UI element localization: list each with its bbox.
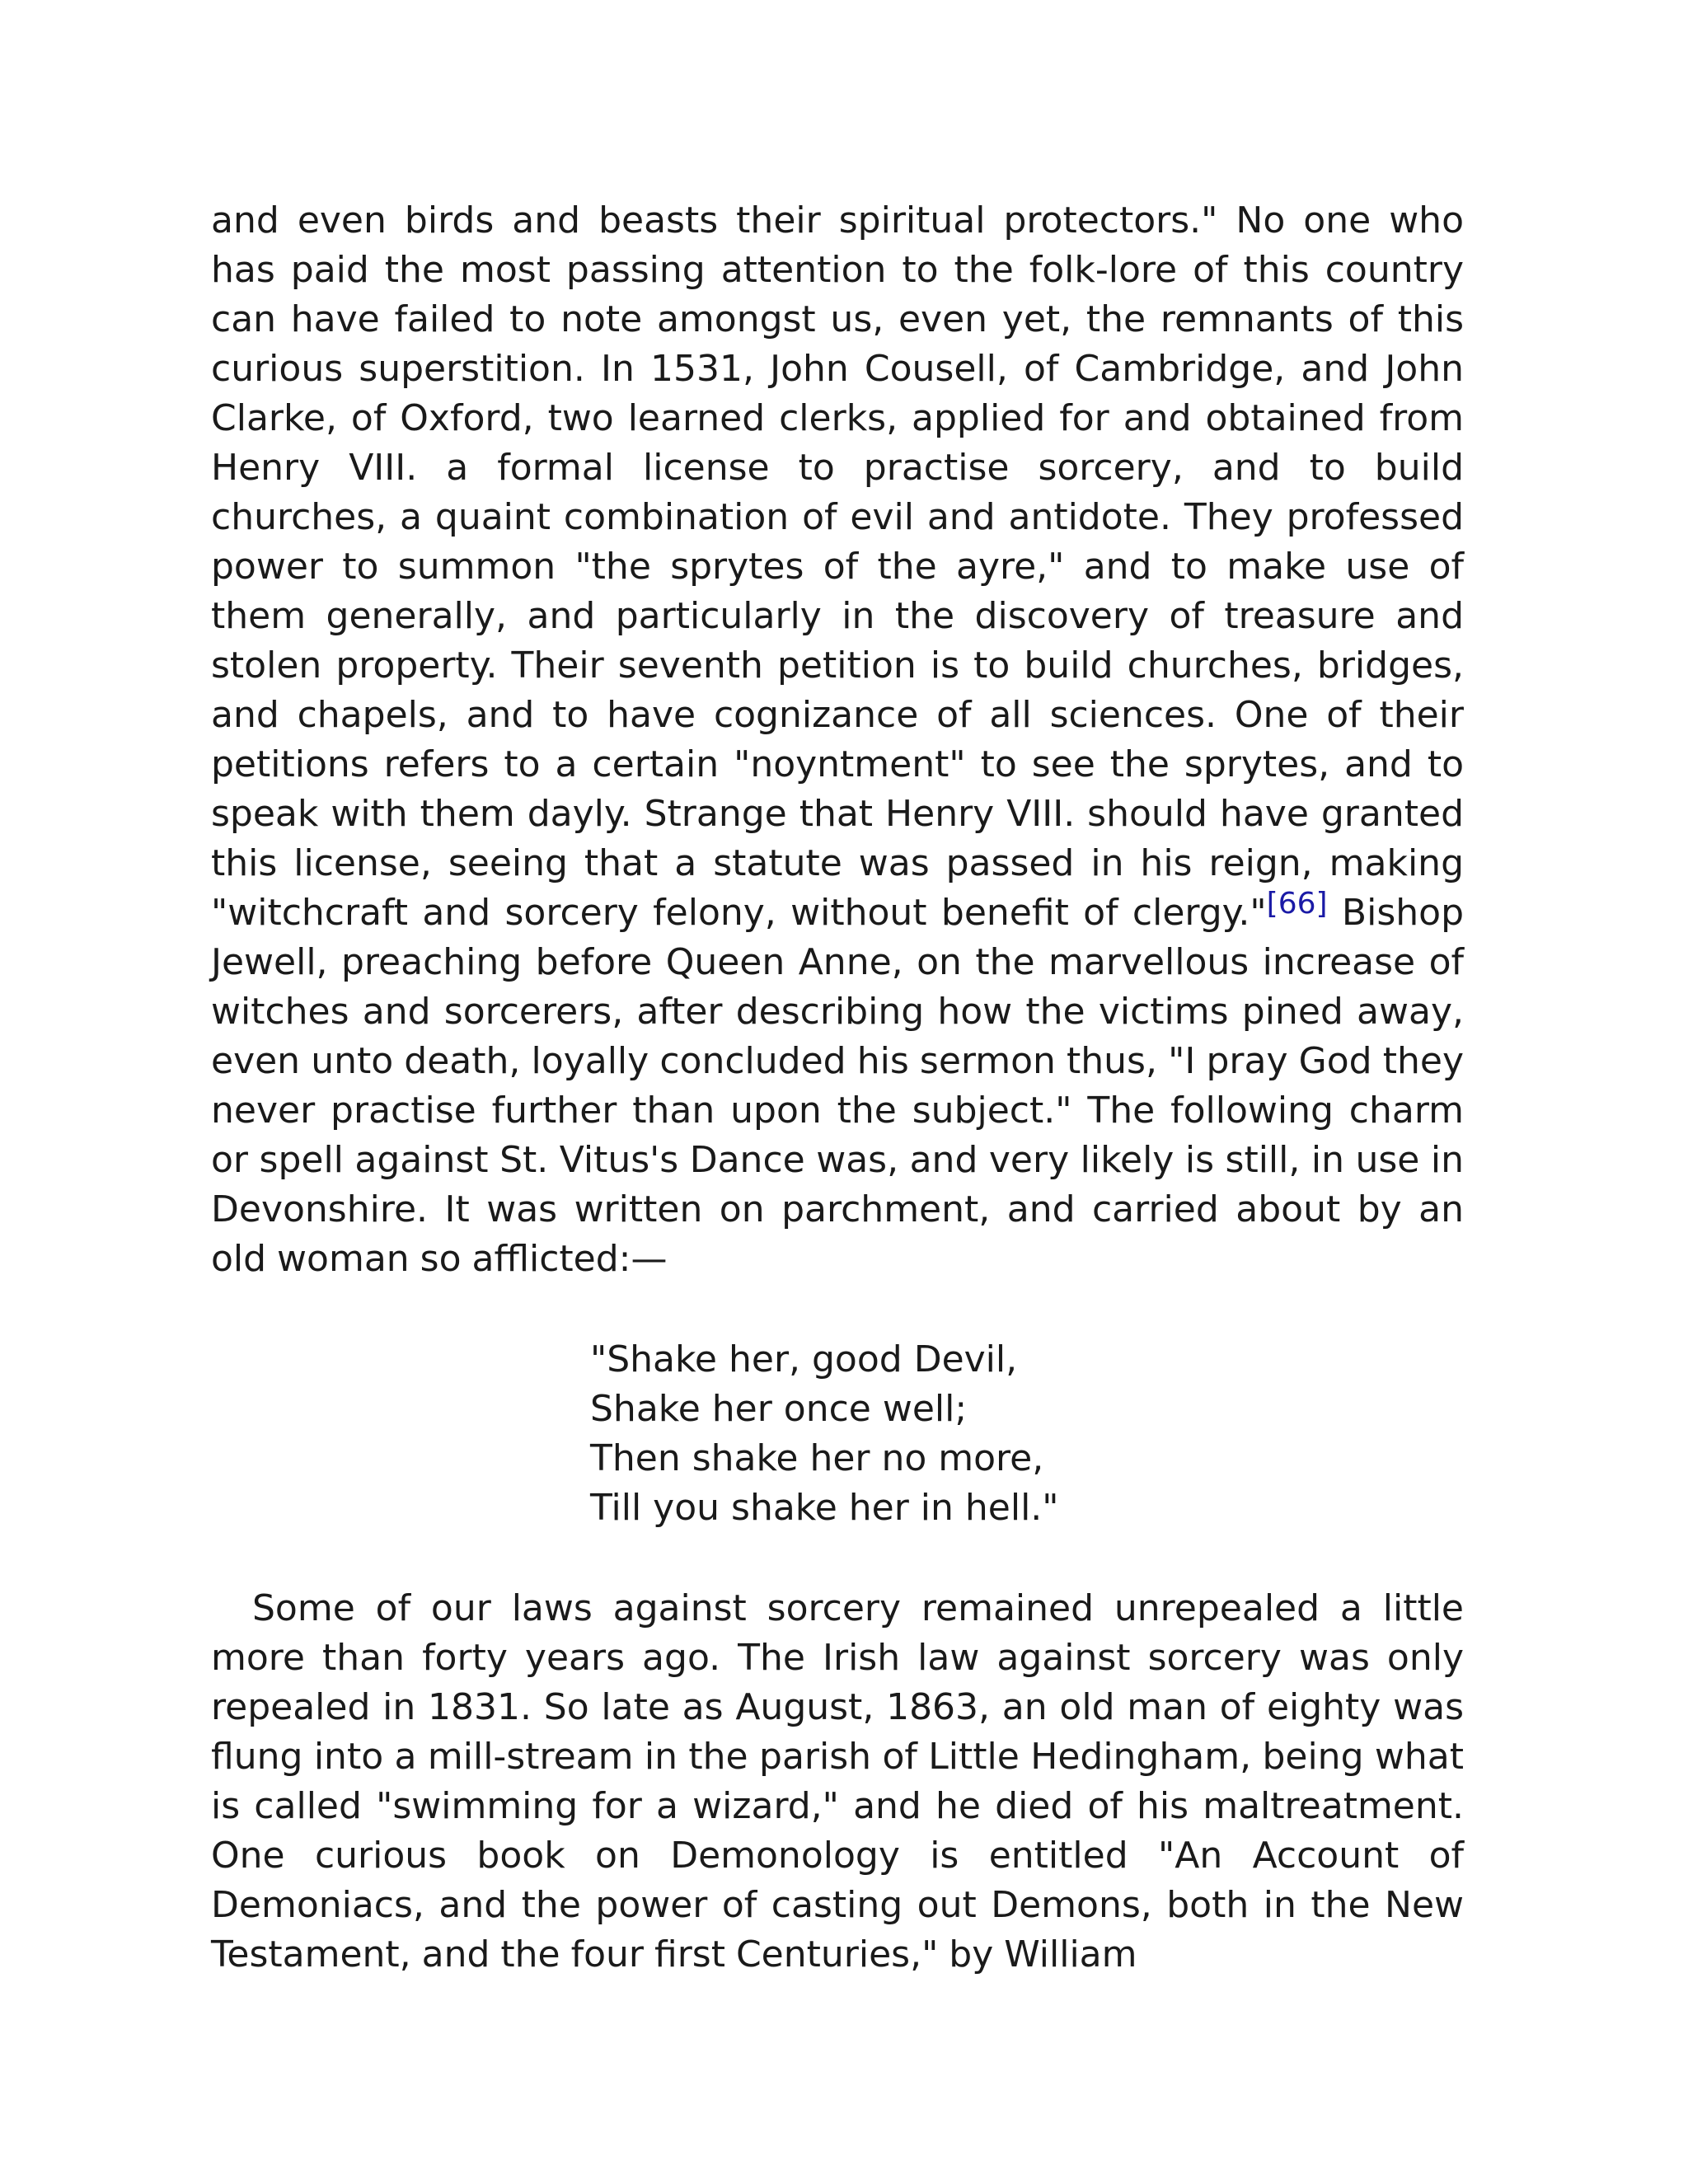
paragraph-1-text-before-note: and even birds and beasts their spiritual protectors." No one who has paid the most passing attention to the folk-lore of this country can have failed to note amongst us, even yet, the remnants of this curious superstition. In 1531, John Cousell, of Cambridge, and John Clarke, of Oxford, two learned clerks, applied for and obtained from Henry VIII. a formal license to practise sorcery, and to build churches, a quaint combination of evil and antidote. They professed power to summon "the sprytes of the ayre," and to make use of them generally, and particularly in the discovery of treasure and stolen property. Their seventh petition is to build churches, bridges, and chapels, and to have cognizance of all sciences. One of their petitions refers to a certain "noyntment" to see the sprytes, and to speak with them dayly. Strange that Henry VIII. should have granted this license, seeing that a statute was passed in his reign, making "witchcraft and sorcery felony, without benefit of clergy."	[211, 199, 1464, 934]
charm-poem	[590, 1335, 1464, 1533]
poem-line-2: Shake her once well;	[590, 1388, 968, 1430]
poem-line-1: "Shake her, good Devil,	[590, 1338, 1018, 1380]
paragraph-1-text-after-note: Bishop Jewell, preaching before Queen Anne, on the marvellous increase of witches and sorcerers, after describing how the victims pined away, even unto death, loyally concluded his sermon thus, "I pray God they never practise further than upon the subject." The following charm or spell against St. Vitus's Dance was, and very likely is still, in use in Devonshire. It was written on parchment, and carried about by an old woman so afflicted:—	[211, 892, 1464, 1280]
poem-line-3: Then shake her no more,	[590, 1437, 1044, 1479]
footnote-ref-66[interactable]: [66]	[1266, 887, 1328, 921]
paragraph-2: Some of our laws against sorcery remained unrepealed a little more than forty years ago. The Irish law against sorcery was only repealed in 1831. So late as August, 1863, an old man of eighty was flung into a mill-stream in the parish of Little Hedingham, being what is called "swimming for a wizard," and he died of his maltreatment. One curious book on Demonology is entitled "An Account of Demoniacs, and the power of casting out Demons, both in the New Testament, and the four first Centuries," by William	[211, 1587, 1464, 1975]
poem-line-4: Till you shake her in hell."	[590, 1487, 1059, 1529]
page-body	[211, 196, 1464, 1980]
paragraph-1	[211, 196, 1464, 1284]
